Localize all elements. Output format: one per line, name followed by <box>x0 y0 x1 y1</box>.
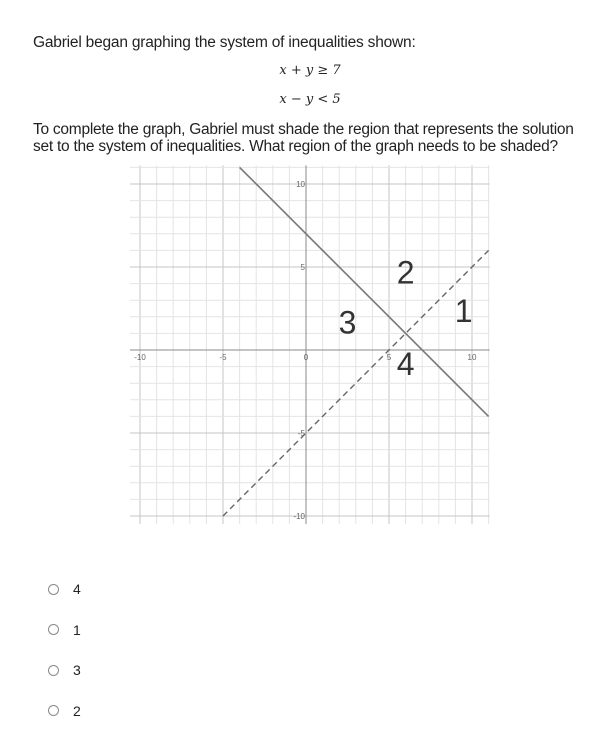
choice-label: 3 <box>73 662 81 679</box>
choice-1[interactable] <box>48 619 81 641</box>
solid-boundary-line <box>240 167 489 416</box>
x-tick-label: 5 <box>386 353 392 362</box>
x-tick-label: 0 <box>303 353 309 362</box>
x-tick-label: -5 <box>219 353 227 362</box>
inequality-2: x − y < 5 <box>279 92 341 107</box>
choice-label: 1 <box>73 621 81 638</box>
choice-3[interactable] <box>48 659 81 681</box>
grid-lines <box>130 165 490 524</box>
x-tick-label: 10 <box>467 353 477 362</box>
question-intro: Gabriel began graphing the system of inequalities shown: <box>33 34 416 51</box>
answer-choices <box>48 578 81 740</box>
x-tick-label: -10 <box>134 353 146 362</box>
inequality-1: x + y ≥ 7 <box>279 63 341 78</box>
choice-2[interactable] <box>48 700 81 722</box>
radio-button[interactable] <box>48 705 59 716</box>
radio-button[interactable] <box>48 624 59 635</box>
y-tick-label: -10 <box>293 512 305 521</box>
region-label-3: 3 <box>338 304 357 341</box>
choice-label: 4 <box>73 581 81 597</box>
question-prompt: To complete the graph, Gabriel must shade the region that represents the solution set to the system of inequalities. What region of the graph needs to be shaded? <box>33 121 574 155</box>
y-tick-label: -5 <box>297 429 305 438</box>
region-label-1: 1 <box>454 292 473 329</box>
y-tick-label: 5 <box>300 263 305 272</box>
region-label-4: 4 <box>396 345 415 382</box>
radio-button[interactable] <box>48 665 59 676</box>
radio-button[interactable] <box>48 584 59 595</box>
y-tick-label: 10 <box>296 180 305 189</box>
region-label-2: 2 <box>396 254 415 291</box>
axes <box>130 165 490 524</box>
choice-4[interactable] <box>48 578 81 600</box>
choice-label: 2 <box>73 702 81 719</box>
